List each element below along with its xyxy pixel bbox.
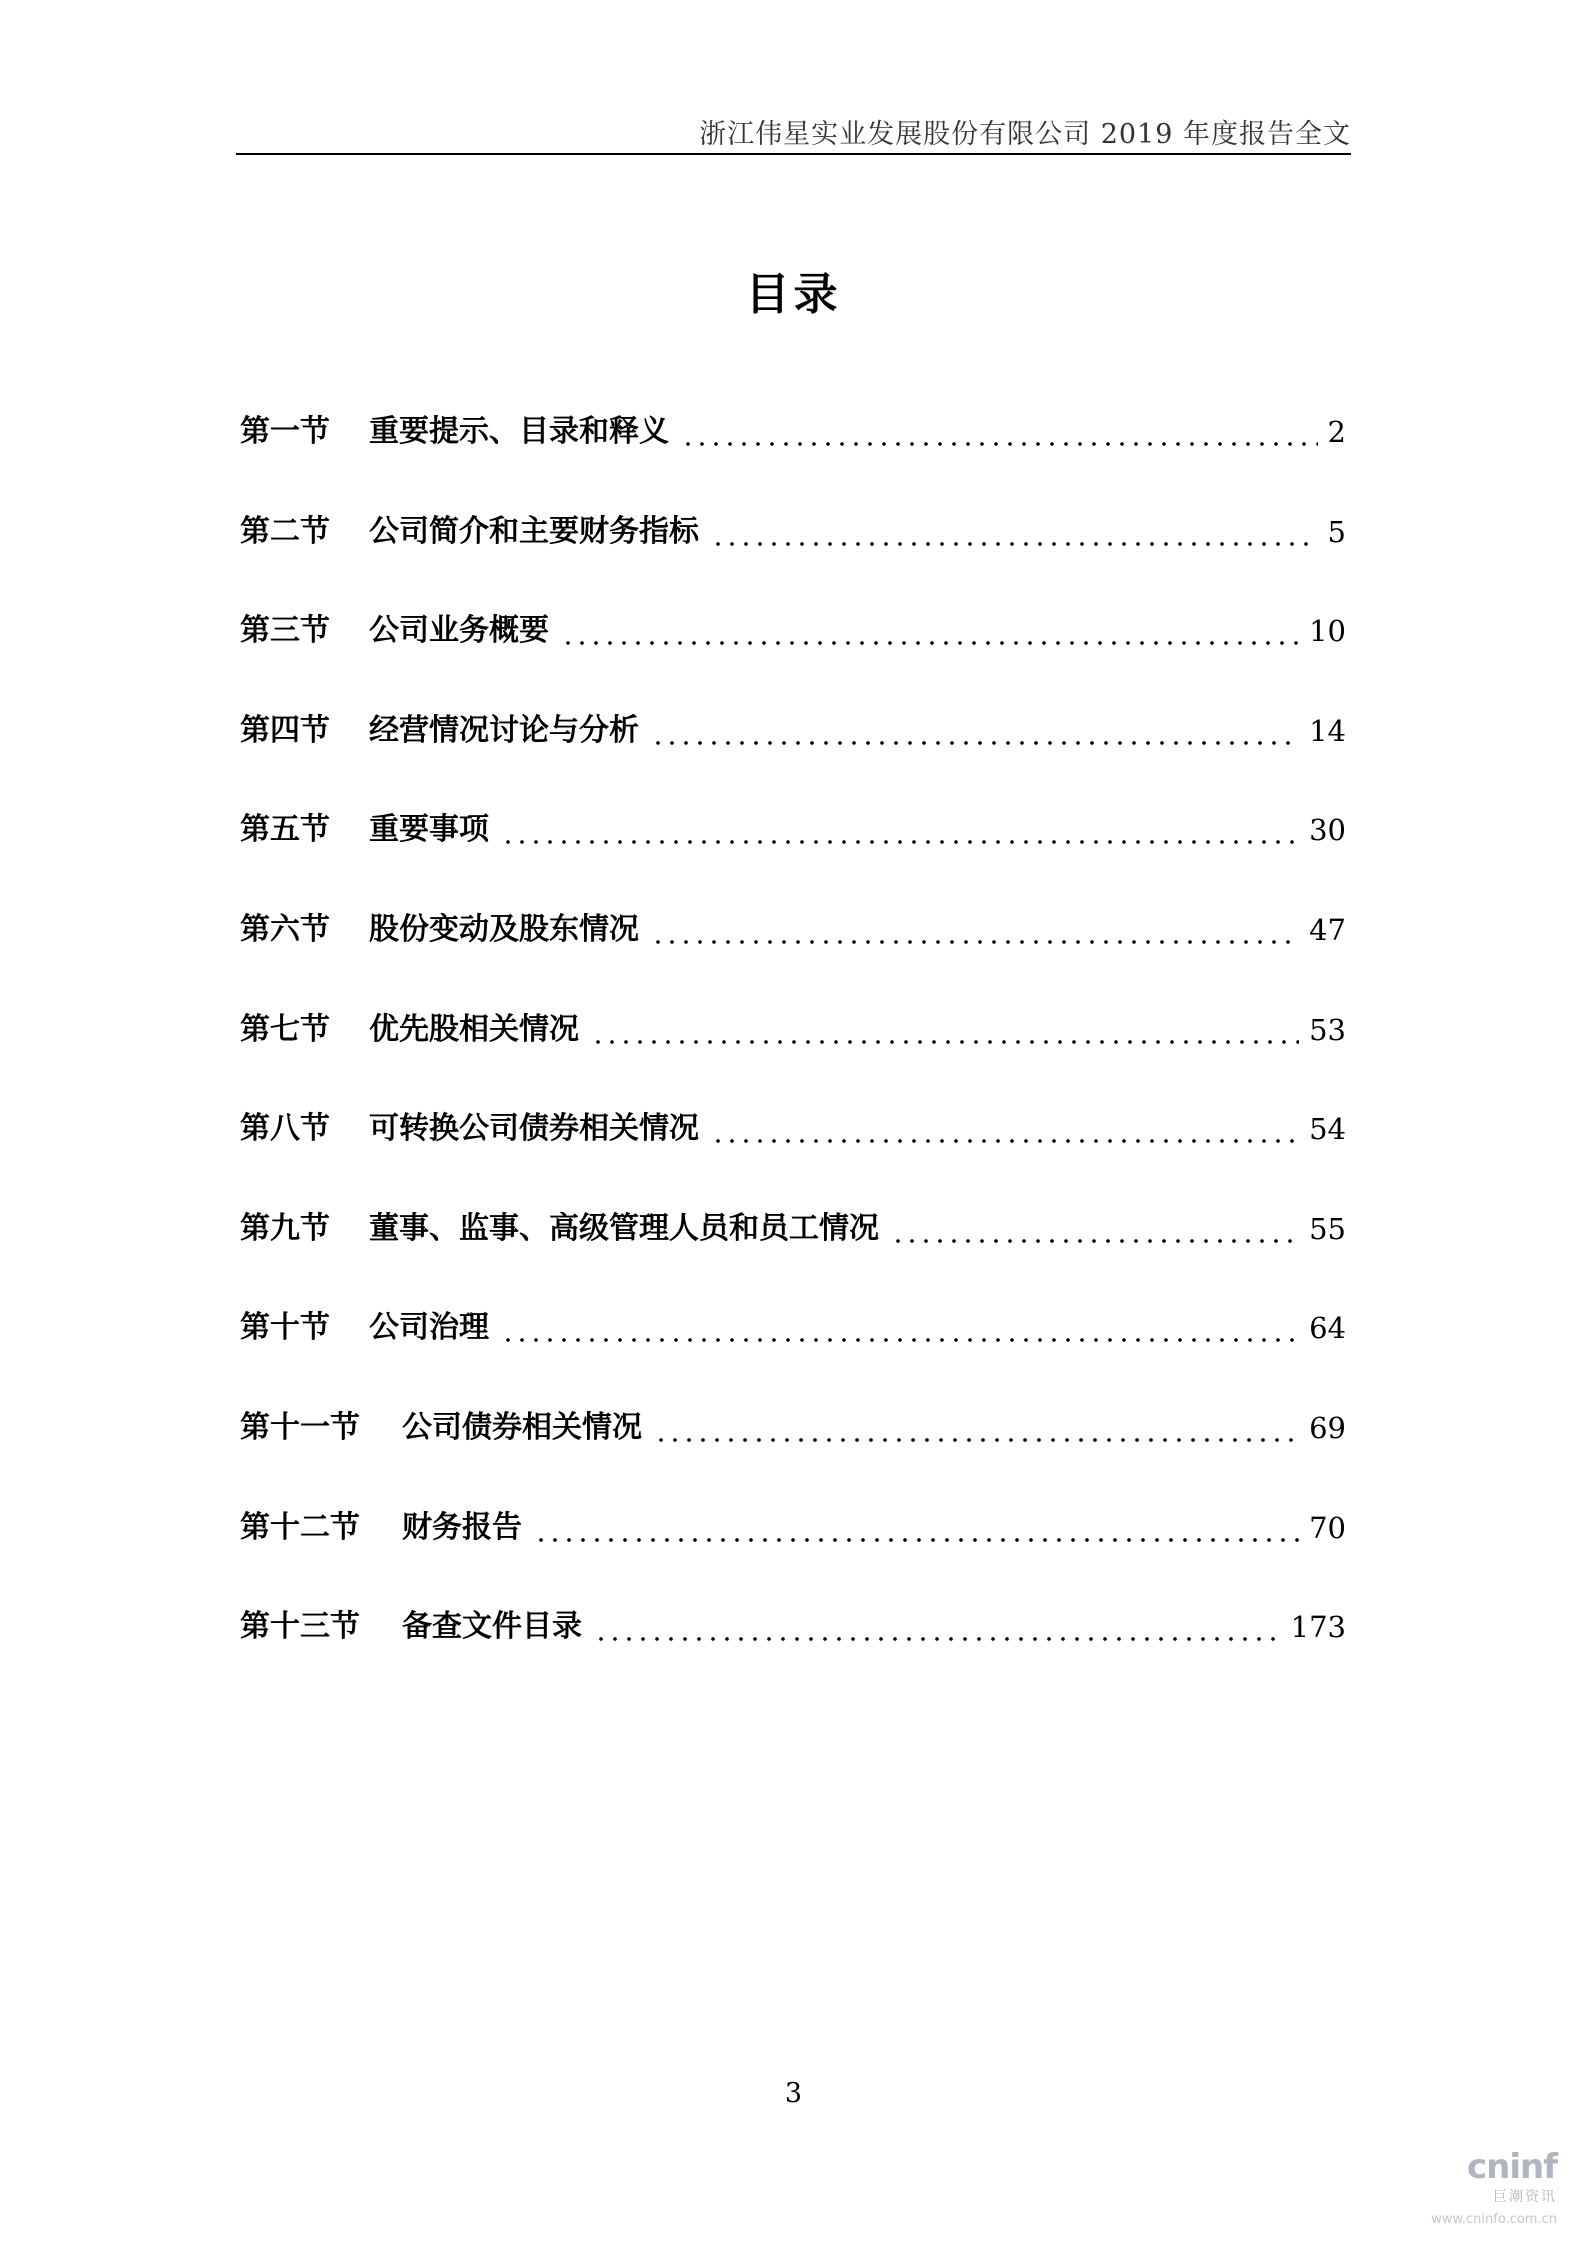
toc-section-name: 公司治理 bbox=[369, 1310, 489, 1346]
toc-dot-leader bbox=[561, 611, 1299, 651]
toc-dot-leader bbox=[654, 1408, 1299, 1448]
toc-section-name: 董事、监事、高级管理人员和员工情况 bbox=[369, 1210, 879, 1246]
toc-section-name: 重要事项 bbox=[369, 812, 489, 848]
toc-section-number: 第七节 bbox=[240, 1011, 330, 1047]
toc-section-number: 第十一节 bbox=[240, 1409, 360, 1445]
header-divider bbox=[236, 153, 1351, 155]
toc-entry-4[interactable] bbox=[240, 711, 1346, 811]
toc-section-name: 优先股相关情况 bbox=[369, 1011, 579, 1047]
toc-entry-12[interactable] bbox=[240, 1508, 1346, 1608]
toc-section-number: 第四节 bbox=[240, 712, 330, 748]
cninfo-logo: cninf bbox=[1466, 2147, 1557, 2187]
toc-entry-7[interactable] bbox=[240, 1010, 1346, 1110]
toc-section-name: 公司债券相关情况 bbox=[402, 1409, 642, 1445]
toc-section-number: 第十节 bbox=[240, 1310, 330, 1346]
toc-entry-13[interactable] bbox=[240, 1607, 1346, 1707]
toc-dot-leader bbox=[711, 1109, 1299, 1149]
toc-section-number: 第十二节 bbox=[240, 1509, 360, 1545]
toc-entry-8[interactable] bbox=[240, 1109, 1346, 1209]
toc-page-number: 54 bbox=[1309, 1112, 1346, 1147]
toc-entry-11[interactable] bbox=[240, 1408, 1346, 1508]
toc-dot-leader bbox=[681, 412, 1318, 452]
toc-section-name: 备查文件目录 bbox=[402, 1609, 582, 1645]
toc-page-number: 69 bbox=[1309, 1410, 1346, 1445]
toc-dot-leader bbox=[651, 910, 1299, 950]
toc-entry-5[interactable] bbox=[240, 810, 1346, 910]
toc-entry-2[interactable] bbox=[240, 512, 1346, 612]
page-number: 3 bbox=[784, 2078, 803, 2109]
toc-entry-1[interactable] bbox=[240, 412, 1346, 512]
toc-section-number: 第三节 bbox=[240, 613, 330, 649]
toc-section-name: 财务报告 bbox=[402, 1509, 522, 1545]
toc-page-number: 55 bbox=[1309, 1211, 1346, 1246]
toc-section-name: 股份变动及股东情况 bbox=[369, 911, 639, 947]
toc-dot-leader bbox=[534, 1508, 1299, 1548]
toc-dot-leader bbox=[711, 512, 1318, 552]
toc-section-number: 第五节 bbox=[240, 812, 330, 848]
toc-section-name: 重要提示、目录和释义 bbox=[369, 414, 669, 449]
toc-page-number: 64 bbox=[1309, 1311, 1346, 1346]
toc-entry-3[interactable] bbox=[240, 611, 1346, 711]
toc-dot-leader bbox=[594, 1607, 1281, 1647]
toc-entry-10[interactable] bbox=[240, 1308, 1346, 1408]
toc-page-number: 10 bbox=[1309, 614, 1346, 649]
toc-dot-leader bbox=[501, 1308, 1299, 1348]
toc-section-number: 第一节 bbox=[240, 414, 330, 449]
toc-dot-leader bbox=[891, 1209, 1299, 1249]
toc-dot-leader bbox=[591, 1010, 1299, 1050]
toc-entry-9[interactable] bbox=[240, 1209, 1346, 1309]
toc-page-number: 47 bbox=[1309, 912, 1346, 947]
toc-section-number: 第十三节 bbox=[240, 1609, 360, 1645]
toc-section-name: 公司简介和主要财务指标 bbox=[369, 513, 699, 549]
toc-page-number: 5 bbox=[1327, 514, 1346, 549]
toc-section-number: 第九节 bbox=[240, 1210, 330, 1246]
toc-section-number: 第二节 bbox=[240, 513, 330, 549]
toc-page-number: 53 bbox=[1309, 1012, 1346, 1047]
toc-section-name: 可转换公司债券相关情况 bbox=[369, 1111, 699, 1147]
toc-list bbox=[240, 412, 1346, 1707]
toc-page-number: 70 bbox=[1309, 1510, 1346, 1545]
toc-title: 目录 bbox=[745, 269, 842, 320]
toc-page-number: 2 bbox=[1327, 415, 1346, 449]
report-header-title: 浙江伟星实业发展股份有限公司 2019 年度报告全文 bbox=[699, 119, 1351, 150]
toc-section-number: 第六节 bbox=[240, 911, 330, 947]
toc-section-name: 经营情况讨论与分析 bbox=[369, 712, 639, 748]
cninfo-logo-subtitle: 巨潮资讯 bbox=[1493, 2189, 1557, 2205]
toc-section-number: 第八节 bbox=[240, 1111, 330, 1147]
toc-page-number: 30 bbox=[1309, 813, 1346, 848]
toc-section-name: 公司业务概要 bbox=[369, 613, 549, 649]
cninfo-watermark bbox=[1427, 2147, 1557, 2227]
toc-entry-6[interactable] bbox=[240, 910, 1346, 1010]
toc-page-number: 173 bbox=[1290, 1610, 1346, 1645]
toc-dot-leader bbox=[651, 711, 1299, 751]
toc-dot-leader bbox=[501, 810, 1299, 850]
cninfo-url: www.cninfo.com.cn bbox=[1431, 2212, 1557, 2227]
toc-page-number: 14 bbox=[1309, 713, 1346, 748]
